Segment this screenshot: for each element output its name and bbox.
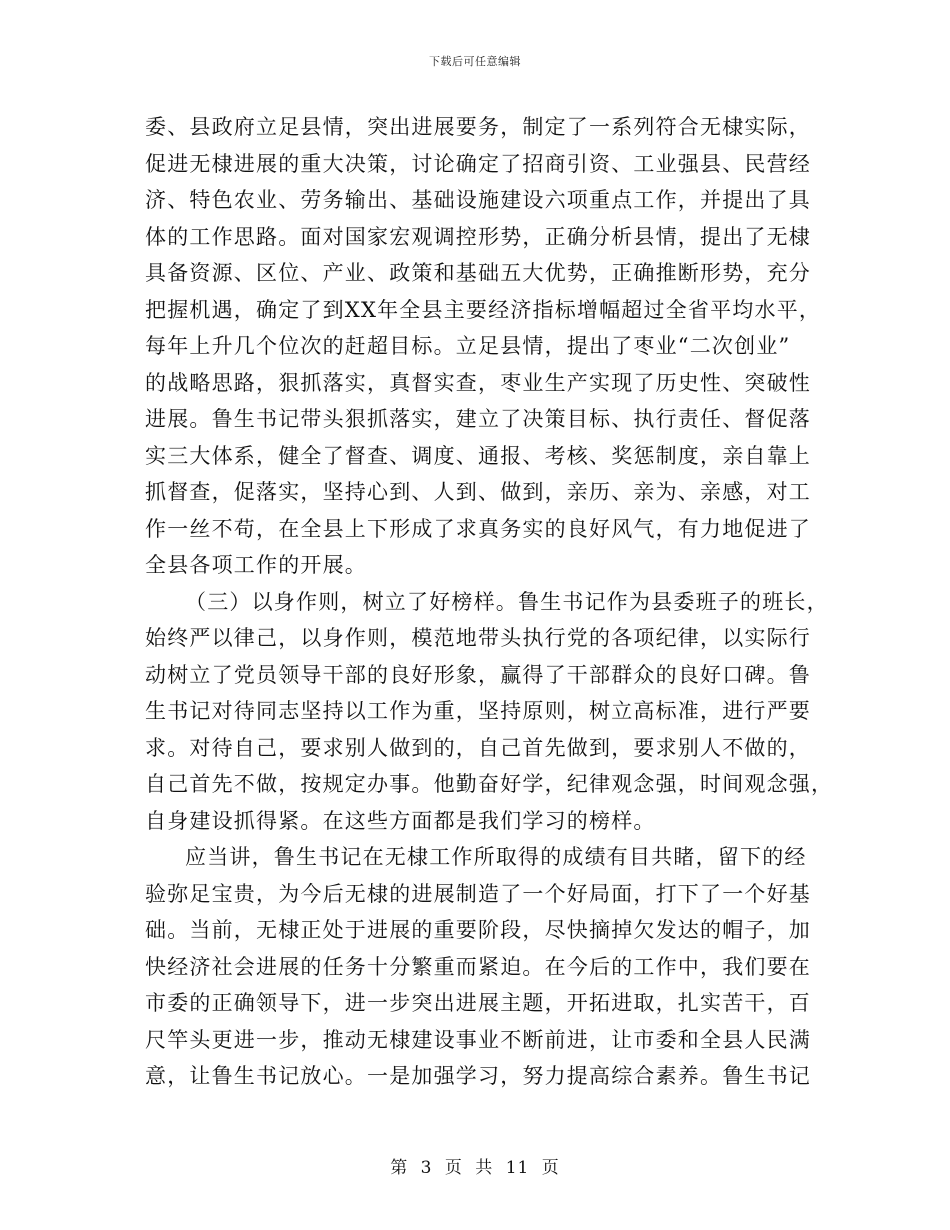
text-line: 体的工作思路。面对国家宏观调控形势，正确分析县情，提出了无棣: [145, 224, 811, 249]
text-line: 市委的正确领导下，进一步突出进展主题，开拓进取，扎实苦干，百: [145, 991, 811, 1015]
paragraph-1: [145, 109, 822, 584]
text-line: 济、特色农业、劳务输出、基础设施建设六项重点工作，并提出了具: [145, 188, 811, 212]
page-header: 下载后可任意编辑: [429, 55, 521, 68]
text-line: 快经济社会进展的任务十分繁重而紧迫。在今后的工作中，我们要在: [145, 954, 811, 979]
text-line: 每年上升几个位次的赶超目标。立足县情，提出了枣业“二次创业”: [145, 334, 791, 358]
text-line: 委、县政府立足县情，突出进展要务，制定了一系列符合无棣实际，: [145, 115, 811, 139]
text-line: 作一丝不苟，在全县上下形成了求真务实的良好风气，有力地促进了: [145, 516, 811, 541]
text-line: 抓督查，促落实，坚持心到、人到、做到，亲历、亲为、亲感，对工: [145, 480, 811, 504]
text-line: 进展。鲁生书记带头狠抓落实，建立了决策目标、执行责任、督促落: [145, 407, 811, 431]
page-number-footer: 第 3 页 共 11 页: [390, 1158, 560, 1178]
text-line: 具备资源、区位、产业、政策和基础五大优势，正确推断形势，充分: [145, 261, 811, 285]
text-line: 动树立了党员领导干部的良好形象，赢得了干部群众的良好口碑。鲁: [145, 662, 811, 687]
text-line: 求。对待自己，要求别人做到的，自己首先做到，要求别人不做的，: [145, 735, 811, 760]
text-line: 自身建设抓得紧。在这些方面都是我们学习的榜样。: [145, 808, 656, 833]
text-line: 尺竿头更进一步，推动无棣建设事业不断前进，让市委和全县人民满: [145, 1027, 811, 1052]
text-line: 始终严以律己，以身作则，模范地带头执行党的各项纪律，以实际行: [145, 626, 811, 650]
text-line: 意，让鲁生书记放心。一是加强学习，努力提高综合素养。鲁生书记: [145, 1064, 811, 1088]
text-line: 应当讲，鲁生书记在无棣工作所取得的成绩有目共睹，留下的经: [185, 845, 807, 869]
text-line: 验弥足宝贵，为今后无棣的进展制造了一个好局面，打下了一个好基: [145, 881, 811, 906]
text-line: 把握机遇，确定了到XX年全县主要经济指标增幅超过全省平均水平，: [145, 297, 822, 322]
text-line: 自己首先不做，按规定办事。他勤奋好学，纪律观念强，时间观念强，: [145, 772, 834, 796]
text-line: （三）以身作则，树立了好榜样。鲁生书记作为县委班子的班长，: [185, 589, 829, 614]
text-line: 促进无棣进展的重大决策，讨论确定了招商引资、工业强县、民营经: [145, 151, 811, 176]
text-line: 的战略思路，狠抓落实，真督实查，枣业生产实现了历史性、突破性: [145, 370, 811, 395]
text-line: 全县各项工作的开展。: [145, 553, 367, 577]
text-line: 实三大体系，健全了督查、调度、通报、考核、奖惩制度，亲自靠上: [145, 443, 811, 468]
text-line: 础。当前，无棣正处于进展的重要阶段，尽快摘掉欠发达的帽子，加: [145, 918, 811, 942]
text-line: 生书记对待同志坚持以工作为重，坚持原则，树立高标准，进行严要: [145, 699, 811, 723]
paragraph-2: [145, 584, 834, 840]
document-body: [145, 109, 834, 1095]
paragraph-3: [145, 839, 811, 1095]
